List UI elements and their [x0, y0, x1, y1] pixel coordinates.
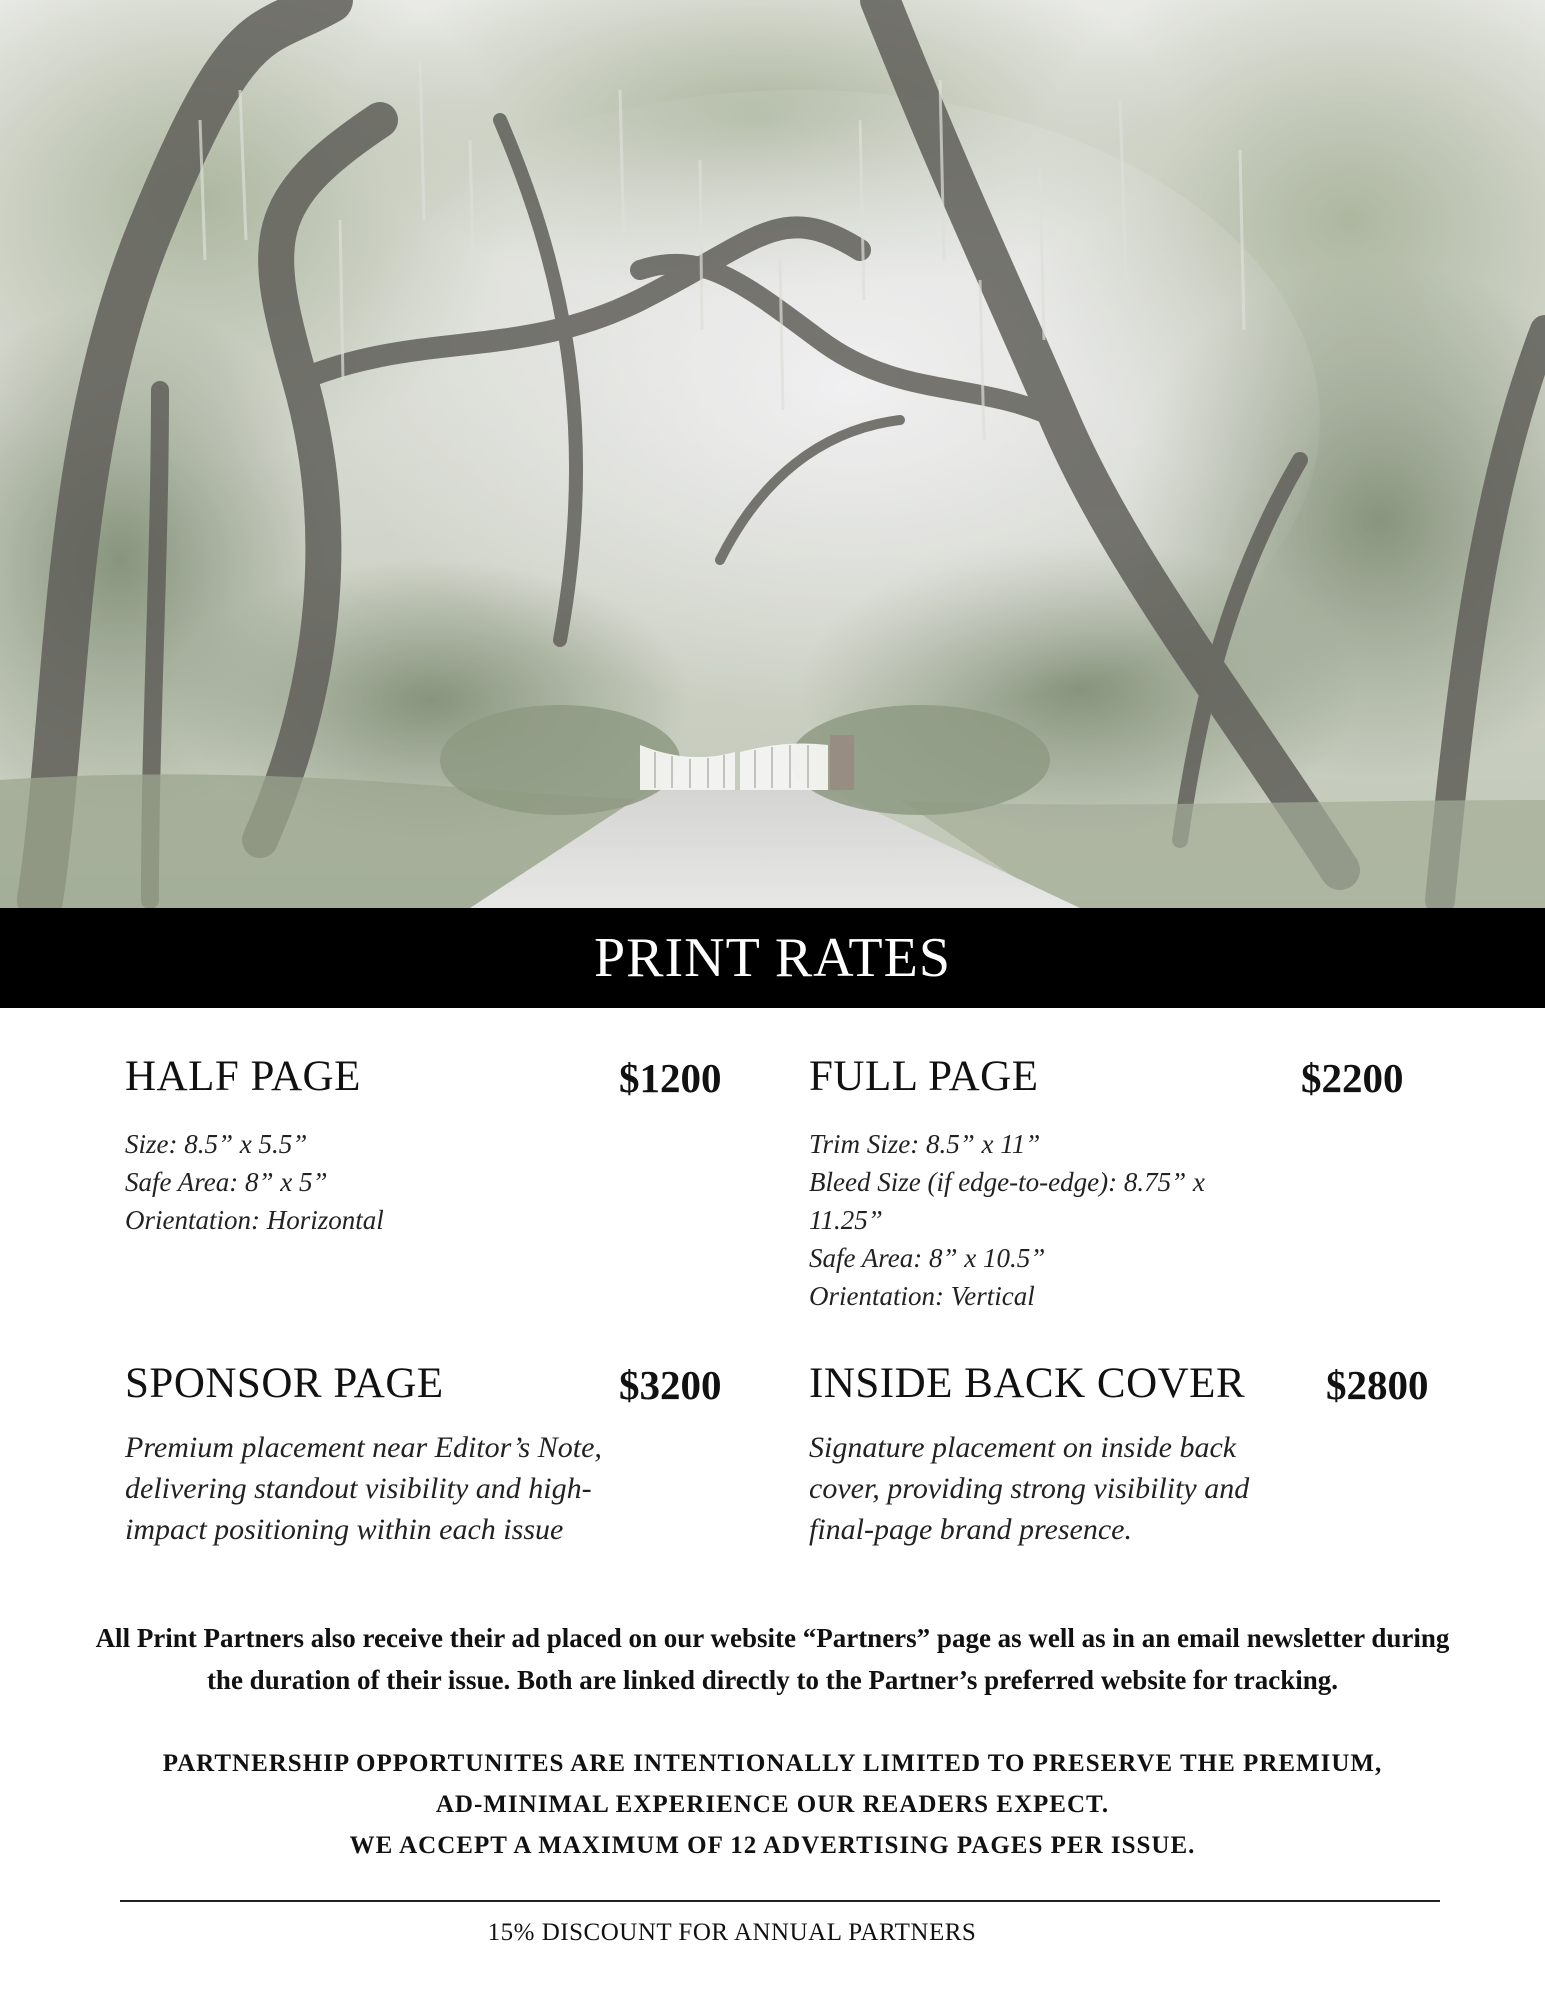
rate-price: $3200: [619, 1362, 722, 1408]
rate-sponsor-page: [125, 1359, 735, 1550]
discount-note: 15% DISCOUNT FOR ANNUAL PARTNERS: [487, 1919, 977, 1946]
rate-heading: [125, 1359, 735, 1419]
rate-price: $1200: [619, 1055, 722, 1101]
limit-note-line: PARTNERSHIP OPPORTUNITES ARE INTENTIONALLY LIMITED TO PRESERVE THE PREMIUM,: [162, 1750, 1383, 1777]
rate-price: $2800: [1326, 1362, 1429, 1408]
limit-note: [90, 1743, 1455, 1866]
spec-item: Safe Area: 8” x 5”: [125, 1167, 328, 1197]
rate-heading: [125, 1052, 735, 1112]
rate-name: HALF PAGE: [125, 1053, 361, 1100]
rate-name: FULL PAGE: [809, 1053, 1039, 1100]
spec-item: Trim Size: 8.5” x 11”: [809, 1129, 1041, 1159]
rate-heading: [809, 1052, 1419, 1112]
spec-item: Bleed Size (if edge-to-edge): 8.75” x 11.25”: [809, 1167, 1205, 1235]
limit-note-line: AD-MINIMAL EXPERIENCE OUR READERS EXPECT.: [435, 1791, 1110, 1818]
rate-name: SPONSOR PAGE: [125, 1360, 444, 1407]
hero-photo: [0, 0, 1545, 908]
rate-half-page: [125, 1052, 735, 1239]
title-banner: [0, 908, 1545, 1008]
limit-note-line: WE ACCEPT A MAXIMUM OF 12 ADVERTISING PAGES PER ISSUE.: [349, 1832, 1196, 1859]
spec-item: Orientation: Vertical: [809, 1281, 1035, 1311]
rate-inside-back-cover: [809, 1359, 1429, 1550]
rate-heading: [809, 1359, 1429, 1419]
spec-item: Safe Area: 8” x 10.5”: [809, 1243, 1046, 1273]
rate-name: INSIDE BACK COVER: [809, 1360, 1246, 1407]
rate-price: $2200: [1301, 1055, 1404, 1101]
rate-full-page: [809, 1052, 1419, 1315]
divider: [120, 1900, 1440, 1902]
spec-list: [809, 1125, 1239, 1315]
oak-alley-illustration: [0, 0, 1545, 908]
rate-description: Signature placement on inside back cover, providing strong visibility and final-page brand presence.: [809, 1431, 1250, 1546]
spec-list: [125, 1125, 735, 1239]
rate-description: Premium placement near Editor’s Note, delivering standout visibility and high-impact positioning within each issue: [125, 1431, 602, 1546]
spec-item: Orientation: Horizontal: [125, 1205, 384, 1235]
page-title: PRINT RATES: [594, 927, 951, 989]
partners-note: All Print Partners also receive their ad placed on our website “Partners” page as well as in an email newsletter during the duration of their issue. Both are linked directly to the Partner’s preferred website for tracking.: [95, 1623, 1450, 1695]
spec-item: Size: 8.5” x 5.5”: [125, 1129, 308, 1159]
